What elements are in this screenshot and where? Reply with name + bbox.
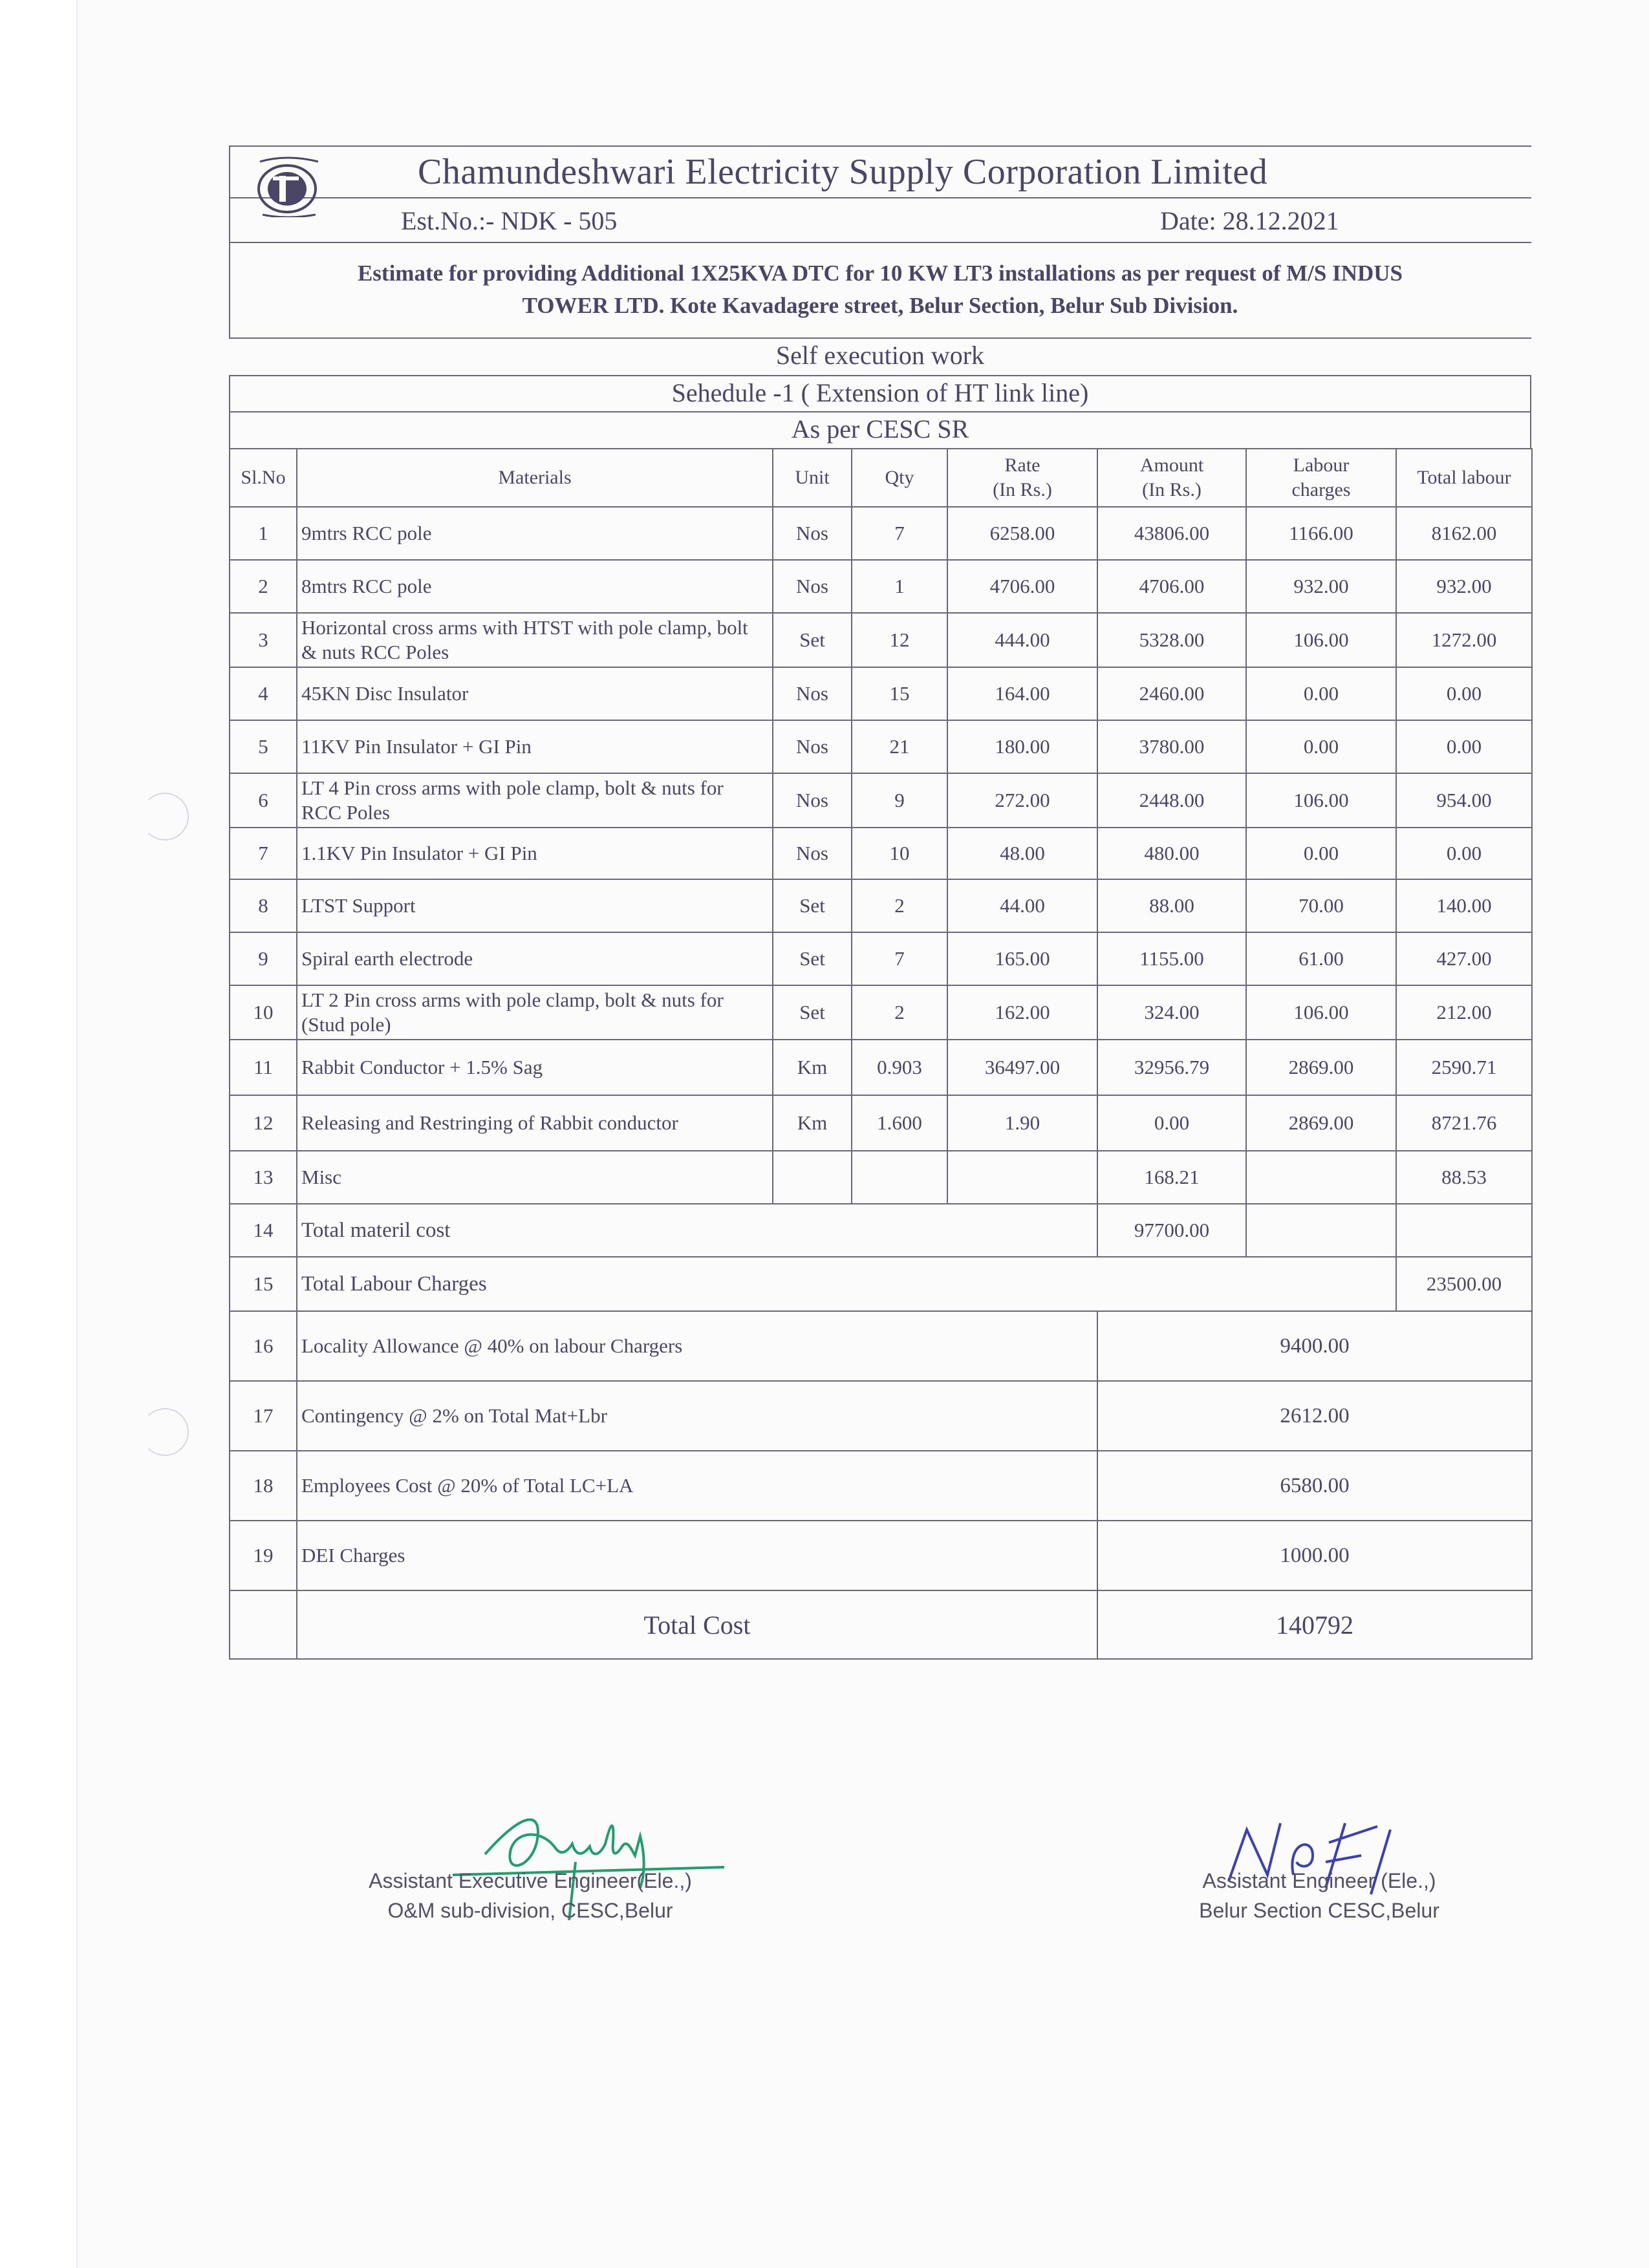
dei-charges-value: 1000.00 [1097,1521,1532,1590]
col-amount [1097,449,1246,507]
cell-sl: 4 [230,667,297,720]
empty-cell [230,1590,297,1659]
cell-total-labour: 0.00 [1396,828,1532,879]
locality-allowance-label: Locality Allowance @ 40% on labour Chargers [297,1311,1097,1381]
cell-unit: Nos [773,828,852,879]
table-row [230,879,1532,932]
cell-material: 8mtrs RCC pole [297,560,773,613]
cell-unit: Nos [773,560,852,613]
cell-amount: 2448.00 [1097,773,1246,828]
cell-material: 1.1KV Pin Insulator + GI Pin [297,828,773,879]
cell-sl: 15 [230,1257,297,1311]
cell-total-labour: 2590.71 [1396,1040,1532,1095]
cell-qty: 1 [852,560,947,613]
cell-sl: 14 [230,1204,297,1257]
estimate-table [229,448,1533,1660]
total-material-row [230,1204,1532,1257]
dei-charges-label: DEI Charges [297,1521,1097,1590]
cell-sl: 1 [230,507,297,560]
col-labour-line2: charges [1291,479,1351,500]
cell-sl: 6 [230,773,297,828]
header-top-rule [229,145,1531,147]
cell-total-labour: 1272.00 [1396,613,1532,667]
estimate-subject-line1: Estimate for providing Additional 1X25KVA DTC for 10 KW LT3 installations as per request of M/S INDUS [357,261,1403,286]
cell-qty: 12 [852,613,947,667]
cell-labour: 106.00 [1246,773,1396,828]
cell-rate: 180.00 [947,720,1097,773]
employees-cost-value: 6580.00 [1097,1451,1532,1521]
contingency-label: Contingency @ 2% on Total Mat+Lbr [297,1381,1097,1451]
cell-amount: 3780.00 [1097,720,1246,773]
cell-labour: 1166.00 [1246,507,1396,560]
cell-qty: 7 [852,507,947,560]
cell-amount: 0.00 [1097,1095,1246,1151]
table-row [230,613,1532,667]
col-labour-line1: Labour [1293,455,1350,476]
cell-unit: Km [773,1040,852,1095]
table-row [230,720,1532,773]
cell-amount: 4706.00 [1097,560,1246,613]
cell-rate: 36497.00 [947,1040,1097,1095]
right-signatory-line1: Assistant Engineer (Ele.,) [1202,1869,1436,1892]
locality-allowance-value: 9400.00 [1097,1311,1532,1381]
header-rule-3 [229,337,1531,339]
punch-hole-lower [141,1408,189,1456]
cell-rate: 444.00 [947,613,1097,667]
total-labour-row [230,1257,1532,1311]
col-amount-line2: (In Rs.) [1142,479,1202,500]
cell-amount: 168.21 [1097,1151,1246,1204]
cell-unit: Nos [773,720,852,773]
cell-unit: Nos [773,667,852,720]
cell-rate: 1.90 [947,1095,1097,1151]
total-labour-label: Total Labour Charges [297,1257,1396,1311]
cell-sl: 11 [230,1040,297,1095]
cell-total-labour: 8721.76 [1396,1095,1532,1151]
cell-labour: 106.00 [1246,613,1396,667]
col-materials: Materials [297,449,773,507]
cell-sl: 10 [230,985,297,1040]
col-rate [947,449,1097,507]
cell-unit: Set [773,985,852,1040]
cell-total-labour: 140.00 [1396,879,1532,932]
total-labour-value: 23500.00 [1396,1257,1532,1311]
cell-amount: 480.00 [1097,828,1246,879]
schedule-rule [229,411,1531,412]
dei-charges-row [230,1521,1532,1590]
table-row [230,1040,1532,1095]
cell-unit: Nos [773,773,852,828]
empty-cell [1396,1204,1532,1257]
cell-total-labour: 0.00 [1396,720,1532,773]
cell-rate: 6258.00 [947,507,1097,560]
cell-amount: 324.00 [1097,985,1246,1040]
locality-allowance-row [230,1311,1532,1381]
cell-qty: 9 [852,773,947,828]
cell-labour: 70.00 [1246,879,1396,932]
cell-rate: 162.00 [947,985,1097,1040]
cell-unit: Set [773,613,852,667]
cell-rate: 272.00 [947,773,1097,828]
cell-unit: Km [773,1095,852,1151]
cell-rate: 4706.00 [947,560,1097,613]
cell-labour: 932.00 [1246,560,1396,613]
cesc-logo [253,153,331,217]
cell-amount: 2460.00 [1097,667,1246,720]
col-amount-line1: Amount [1139,455,1204,476]
cell-labour: 0.00 [1246,720,1396,773]
schedule-left-rule [229,375,230,449]
contingency-row [230,1381,1532,1451]
cell-labour: 106.00 [1246,985,1396,1040]
table-row [230,507,1532,560]
table-row [230,773,1532,828]
cell-unit [773,1151,852,1204]
col-total-labour: Total labour [1396,449,1532,507]
cell-amount: 32956.79 [1097,1040,1246,1095]
col-rate-line2: (In Rs.) [993,479,1052,500]
cell-sl: 18 [230,1451,297,1521]
schedule-title: Sehedule -1 ( Extension of HT link line) [671,378,1089,407]
as-per-label: As per CESC SR [791,414,969,444]
header-rule-1 [229,197,1531,198]
cell-qty: 2 [852,879,947,932]
cell-amount: 88.00 [1097,879,1246,932]
col-qty: Qty [852,449,947,507]
cell-material: Spiral earth electrode [297,932,773,985]
cell-material: Releasing and Restringing of Rabbit conductor [297,1095,773,1151]
right-signatory-title [1151,1866,1487,1925]
cell-material: Misc [297,1151,773,1204]
cell-amount: 43806.00 [1097,507,1246,560]
cell-unit: Nos [773,507,852,560]
cell-sl: 19 [230,1521,297,1590]
cell-rate: 165.00 [947,932,1097,985]
cell-sl: 5 [230,720,297,773]
cell-rate: 48.00 [947,828,1097,879]
table-row [230,667,1532,720]
table-row [230,1151,1532,1204]
table-row [230,828,1532,879]
table-row [230,985,1532,1040]
cell-unit: Set [773,879,852,932]
cell-qty: 15 [852,667,947,720]
estimate-subject-line2: TOWER LTD. Kote Kavadagere street, Belur Section, Belur Sub Division. [522,293,1238,318]
cell-qty [852,1151,947,1204]
table-row [230,1095,1532,1151]
cell-amount: 5328.00 [1097,613,1246,667]
cell-labour [1246,1151,1396,1204]
cell-rate [947,1151,1097,1204]
cell-qty: 7 [852,932,947,985]
left-signatory-line1: Assistant Executive Engineer(Ele.,) [369,1869,692,1892]
cell-material: LT 2 Pin cross arms with pole clamp, bolt & nuts for (Stud pole) [297,985,773,1040]
cell-total-labour: 88.53 [1396,1151,1532,1204]
cell-sl: 17 [230,1381,297,1451]
total-material-value: 97700.00 [1097,1204,1246,1257]
cell-sl: 9 [230,932,297,985]
employees-cost-row [230,1451,1532,1521]
estimate-number: Est.No.:- NDK - 505 [401,206,618,235]
cell-labour: 0.00 [1246,828,1396,879]
total-cost-label: Total Cost [297,1590,1097,1659]
cell-material: Rabbit Conductor + 1.5% Sag [297,1040,773,1095]
estimate-date: Date: 28.12.2021 [1160,206,1339,235]
cell-qty: 0.903 [852,1040,947,1095]
section-rule [229,375,1531,376]
cell-total-labour: 212.00 [1396,985,1532,1040]
cell-material: Horizontal cross arms with HTST with pole clamp, bolt & nuts RCC Poles [297,613,773,667]
cell-sl: 7 [230,828,297,879]
cell-labour: 2869.00 [1246,1040,1396,1095]
right-signatory-line2: Belur Section CESC,Belur [1199,1899,1439,1922]
cell-labour: 61.00 [1246,932,1396,985]
cell-sl: 2 [230,560,297,613]
col-unit: Unit [773,449,852,507]
cell-material: 11KV Pin Insulator + GI Pin [297,720,773,773]
contingency-value: 2612.00 [1097,1381,1532,1451]
punch-hole-upper [141,793,189,840]
left-signatory-line2: O&M sub-division, CESC,Belur [387,1899,673,1922]
cell-rate: 164.00 [947,667,1097,720]
cell-sl: 16 [230,1311,297,1381]
col-slno: Sl.No [230,449,297,507]
col-rate-line1: Rate [1004,455,1040,476]
cell-material: 9mtrs RCC pole [297,507,773,560]
left-signatory-title [336,1866,724,1925]
cell-sl: 13 [230,1151,297,1204]
cell-material: 45KN Disc Insulator [297,667,773,720]
cell-qty: 10 [852,828,947,879]
cell-labour: 2869.00 [1246,1095,1396,1151]
cell-qty: 2 [852,985,947,1040]
total-cost-row [230,1590,1532,1659]
cell-sl: 12 [230,1095,297,1151]
col-labour [1246,449,1396,507]
employees-cost-label: Employees Cost @ 20% of Total LC+LA [297,1451,1097,1521]
cell-total-labour: 932.00 [1396,560,1532,613]
cell-sl: 8 [230,879,297,932]
table-row [230,932,1532,985]
cell-material: LT 4 Pin cross arms with pole clamp, bolt & nuts for RCC Poles [297,773,773,828]
table-row [230,560,1532,613]
schedule-right-rule [1530,375,1531,449]
cell-total-labour: 954.00 [1396,773,1532,828]
empty-cell [1246,1204,1396,1257]
cell-labour: 0.00 [1246,667,1396,720]
cell-rate: 44.00 [947,879,1097,932]
header-rule-2 [229,242,1531,243]
cell-total-labour: 0.00 [1396,667,1532,720]
cell-qty: 21 [852,720,947,773]
cell-material: LTST Support [297,879,773,932]
total-cost-value: 140792 [1097,1590,1532,1659]
organization-name: Chamundeshwari Electricity Supply Corporation Limited [418,152,1268,192]
cell-unit: Set [773,932,852,985]
cell-total-labour: 8162.00 [1396,507,1532,560]
table-header-row [230,449,1532,507]
cell-amount: 1155.00 [1097,932,1246,985]
cell-total-labour: 427.00 [1396,932,1532,985]
cell-sl: 3 [230,613,297,667]
cell-qty: 1.600 [852,1095,947,1151]
total-material-label: Total materil cost [297,1204,1097,1257]
section-title: Self execution work [775,341,985,370]
